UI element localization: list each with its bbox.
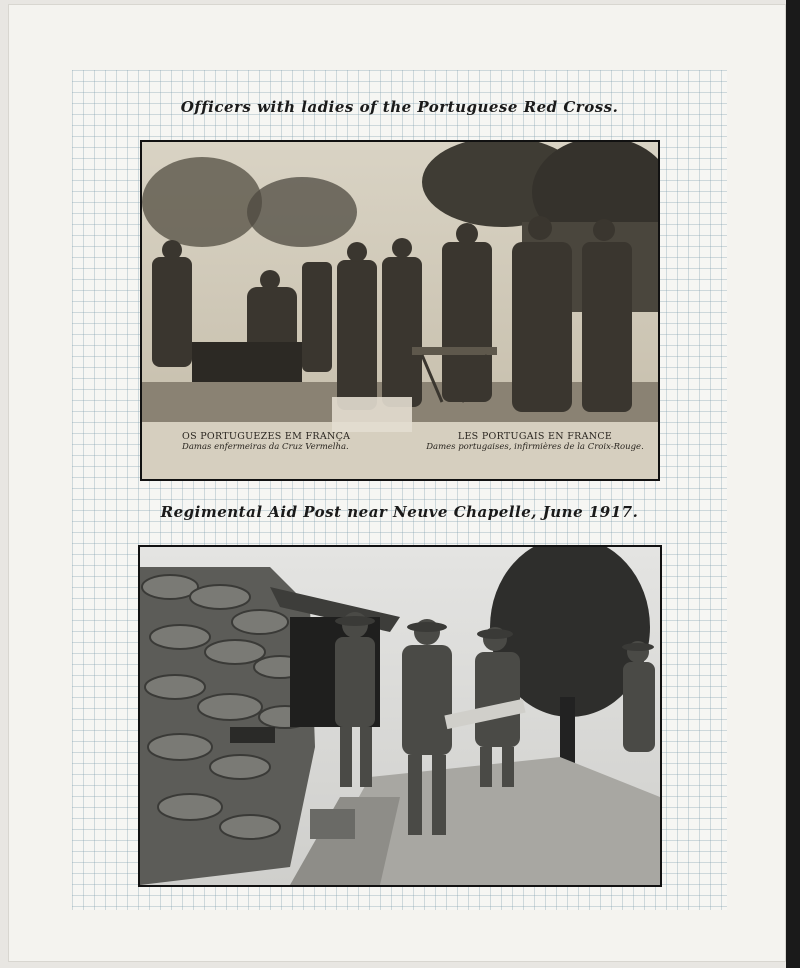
red-cross-postcard-photo <box>140 140 660 481</box>
postcard-subtitle-french: Dames portugaises, infirmières de la Croix-Rouge. <box>426 442 644 452</box>
postcard-title-french: LES PORTUGAIS EN FRANCE <box>457 431 613 442</box>
postcard-caption-left <box>182 431 350 453</box>
aid-post-image <box>140 547 660 885</box>
postcard-caption-right <box>420 431 650 453</box>
postcard-title-portuguese: OS PORTUGUEZES EM FRANÇA <box>182 431 351 442</box>
aid-post-photo <box>138 545 662 887</box>
bottom-caption: Regimental Aid Post near Neuve Chapelle, June 1917. <box>160 503 639 521</box>
postcard-subtitle-portuguese: Damas enfermeiras da Cruz Vermelha. <box>182 442 349 452</box>
top-caption: Officers with ladies of the Portuguese Red Cross. <box>180 98 619 116</box>
page-edge-shadow <box>786 0 800 968</box>
postcard-image <box>142 142 658 479</box>
